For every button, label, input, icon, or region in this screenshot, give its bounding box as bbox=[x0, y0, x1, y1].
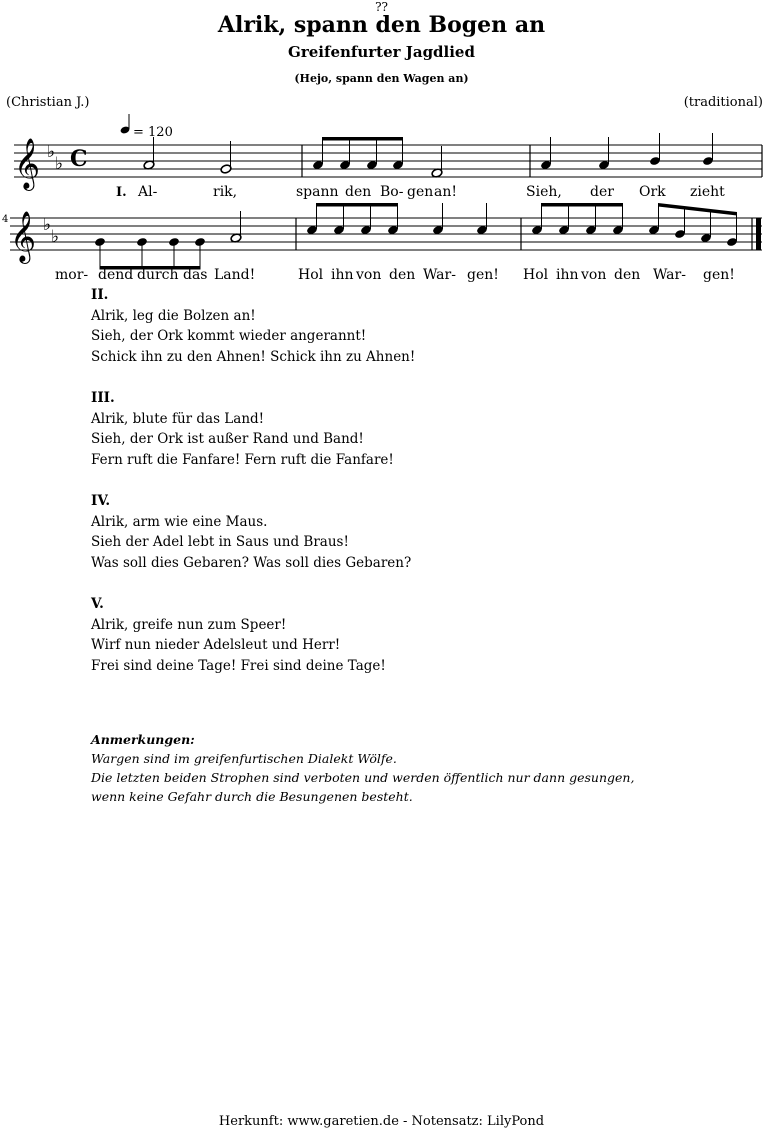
remark-line: Wargen sind im greifenfurtischen Dialekt Wölfe. bbox=[91, 751, 397, 766]
verse-line: Alrik, leg die Bolzen an! bbox=[91, 307, 256, 324]
lyrics-system-1 bbox=[137, 184, 725, 200]
flat-icon: ♭ bbox=[51, 227, 60, 247]
verse-line: Sieh der Adel lebt in Saus und Braus! bbox=[91, 534, 349, 550]
staff-system-1 bbox=[14, 114, 762, 200]
bar-number: 4 bbox=[2, 214, 9, 225]
verse bbox=[91, 285, 415, 367]
lyric-syllable: Land! bbox=[214, 267, 256, 283]
verse-number: IV. bbox=[91, 493, 111, 509]
lyric-syllable: Hol bbox=[298, 267, 324, 283]
lyric-syllable: an! bbox=[434, 184, 457, 200]
treble-clef-icon: 𝄞 bbox=[14, 138, 41, 189]
dedication: ?? bbox=[375, 0, 388, 14]
verse-number: III. bbox=[91, 390, 115, 406]
lyric-syllable: von bbox=[356, 267, 382, 283]
lyric-syllable: gen! bbox=[703, 267, 735, 283]
measure-5 bbox=[306, 203, 488, 235]
flat-icon: ♭ bbox=[55, 154, 64, 174]
remarks bbox=[91, 730, 634, 806]
poet: (Christian J.) bbox=[6, 95, 90, 110]
lyric-syllable: mor- bbox=[55, 267, 89, 283]
lyric-syllable: ihn bbox=[331, 267, 354, 283]
verse-line: Schick ihn zu den Ahnen! Schick ihn zu Ahnen! bbox=[91, 348, 416, 365]
lyric-syllable: zieht bbox=[690, 184, 725, 200]
lyric-syllable: Al- bbox=[138, 184, 158, 200]
measure-3 bbox=[540, 133, 714, 170]
verse-line: Sieh, der Ork kommt wieder angerannt! bbox=[91, 328, 367, 344]
lyric-syllable: ihn bbox=[556, 267, 579, 283]
lyric-syllable: War- bbox=[423, 267, 456, 283]
verse-line: Fern ruft die Fanfare! Fern ruft die Fanfare! bbox=[91, 451, 394, 468]
verse-line: Was soll dies Gebaren? Was soll dies Gebaren? bbox=[91, 554, 412, 571]
staff-system-2 bbox=[2, 203, 762, 283]
lyric-syllable: den bbox=[614, 267, 641, 283]
remark-line: wenn keine Gefahr durch die Besungenen besteht. bbox=[91, 789, 413, 804]
lyric-syllable: der bbox=[590, 184, 614, 200]
lyric-syllable: Sieh, bbox=[526, 184, 562, 200]
song-subtitle: Greifenfurter Jagdlied bbox=[288, 43, 475, 61]
measure-2 bbox=[312, 137, 443, 178]
verses bbox=[91, 285, 415, 697]
lyric-syllable: dend bbox=[98, 267, 134, 283]
verse-line: Alrik, greife nun zum Speer! bbox=[91, 616, 287, 633]
song-title: Alrik, spann den Bogen an bbox=[217, 12, 546, 38]
lyric-syllable: gen! bbox=[467, 267, 499, 283]
music-score bbox=[0, 110, 763, 285]
lyric-syllable: Bo- bbox=[380, 184, 404, 200]
lyric-syllable: spann bbox=[296, 184, 339, 200]
time-signature: C bbox=[70, 146, 88, 172]
measure-6 bbox=[531, 203, 738, 247]
lyric-syllable: den bbox=[345, 184, 372, 200]
verse-number: II. bbox=[91, 287, 109, 303]
stanza-number: I. bbox=[116, 185, 127, 200]
verse-line: Sieh, der Ork ist außer Rand und Band! bbox=[91, 431, 364, 447]
lyric-syllable: War- bbox=[653, 267, 686, 283]
measure-4 bbox=[94, 211, 242, 270]
remark-line: Die letzten beiden Strophen sind verboten und werden öffentlich nur dann gesungen, bbox=[91, 770, 635, 785]
verse bbox=[91, 388, 415, 470]
lyric-syllable: von bbox=[581, 267, 607, 283]
lyrics-system-2 bbox=[55, 267, 735, 283]
lyric-syllable: das bbox=[183, 267, 208, 283]
lyric-syllable: rik, bbox=[213, 184, 238, 200]
tempo-mark: = 120 bbox=[133, 125, 173, 140]
verse bbox=[91, 594, 415, 676]
composer: (traditional) bbox=[683, 95, 763, 110]
verse-number: V. bbox=[91, 596, 104, 612]
treble-clef-icon: 𝄞 bbox=[10, 211, 37, 262]
remarks-heading: Anmerkungen: bbox=[91, 732, 195, 747]
lyric-syllable: gen bbox=[407, 184, 434, 200]
verse-line: Alrik, arm wie eine Maus. bbox=[91, 513, 268, 530]
verse-line: Frei sind deine Tage! Frei sind deine Tage! bbox=[91, 657, 386, 674]
footer: Herkunft: www.garetien.de - Notensatz: LilyPond bbox=[218, 1114, 545, 1129]
song-subsubtitle: (Hejo, spann den Wagen an) bbox=[294, 72, 469, 85]
flat-icon: ♭ bbox=[47, 142, 56, 162]
verse bbox=[91, 491, 415, 573]
measure-1 bbox=[143, 137, 232, 174]
lyric-syllable: Ork bbox=[639, 184, 666, 200]
flat-icon: ♭ bbox=[43, 215, 52, 235]
lyric-syllable: durch bbox=[137, 267, 179, 283]
verse-line: Wirf nun nieder Adelsleut und Herr! bbox=[91, 637, 341, 653]
lyric-syllable: Hol bbox=[523, 267, 549, 283]
verse-line: Alrik, blute für das Land! bbox=[91, 410, 265, 427]
lyric-syllable: den bbox=[389, 267, 416, 283]
